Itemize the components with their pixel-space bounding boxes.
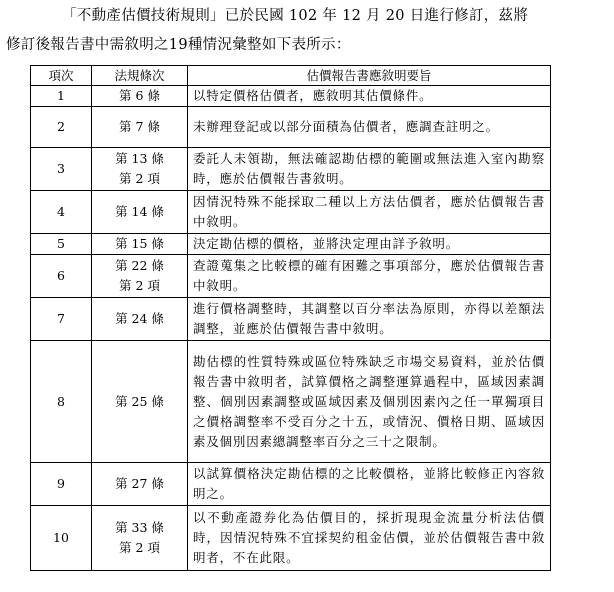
paragraph-text: 第 2 項 — [119, 278, 160, 293]
article-cell — [92, 107, 188, 148]
item-number: 3 — [31, 148, 92, 191]
table-row — [31, 506, 551, 571]
table-row — [31, 86, 551, 107]
table-header-row — [31, 66, 551, 86]
article-text: 第 7 條 — [119, 119, 160, 134]
article-cell — [92, 148, 188, 191]
intro-line-1: 「不動產估價技術規則」已於民國 102 年 12 月 20 日進行修訂，茲將 — [62, 8, 529, 24]
requirements-table — [30, 65, 551, 571]
paragraph-text: 第 2 項 — [119, 171, 160, 186]
table-row — [31, 341, 551, 463]
table-row — [31, 463, 551, 506]
description-cell: 以不動產證券化為估價目的，採折現現金流量分析法估價時，因情況特殊不宜採契約租金估價，並於估價報告書中敘明者，不在此限。 — [188, 506, 551, 571]
table-row — [31, 255, 551, 298]
description-cell: 因情況特殊不能採取二種以上方法估價者，應於估價報告書中敘明。 — [188, 191, 551, 234]
article-cell — [92, 341, 188, 463]
article-text: 第 15 條 — [115, 236, 164, 251]
article-cell — [92, 463, 188, 506]
description-cell: 進行價格調整時，其調整以百分率法為原則，亦得以差額法調整，並應於估價報告書中敘明。 — [188, 298, 551, 341]
header-article: 法規條次 — [92, 66, 188, 86]
intro-paragraph — [6, 2, 610, 60]
item-number: 4 — [31, 191, 92, 234]
paragraph-text: 第 2 項 — [119, 540, 160, 555]
description-cell: 未辦理登記或以部分面積為估價者，應調查註明之。 — [188, 107, 551, 148]
article-cell — [92, 255, 188, 298]
description-cell: 以試算價格決定勘估標的之比較價格，並將比較修正內容敘明之。 — [188, 463, 551, 506]
article-text: 第 24 條 — [115, 311, 164, 326]
article-text: 第 33 條 — [115, 520, 164, 535]
table-row — [31, 234, 551, 255]
article-text: 第 13 條 — [115, 151, 164, 166]
item-number: 10 — [31, 506, 92, 571]
description-cell: 決定勘估標的價格，並將決定理由詳予敘明。 — [188, 234, 551, 255]
item-number: 7 — [31, 298, 92, 341]
header-description: 估價報告書應敘明要旨 — [188, 66, 551, 86]
item-number: 5 — [31, 234, 92, 255]
item-number: 9 — [31, 463, 92, 506]
table-row — [31, 298, 551, 341]
description-cell: 勘估標的性質特殊或區位特殊缺乏市場交易資料，並於估價報告書中敘明者，試算價格之調整運算過程中，區域因素調整、個別因素調整或區域因素及個別因素內之任一單獨項目之價格調整率不受百分之十五，或情況、價格日期、區域因素及個別因素總調整率百分之三十之限制。 — [188, 341, 551, 463]
header-item-number: 項次 — [31, 66, 92, 86]
item-number: 8 — [31, 341, 92, 463]
article-cell — [92, 86, 188, 107]
table-row — [31, 148, 551, 191]
article-text: 第 6 條 — [119, 88, 160, 103]
article-text: 第 27 條 — [115, 476, 164, 491]
description-cell: 查證蒐集之比較標的確有困難之事項部分，應於估價報告書中敘明。 — [188, 255, 551, 298]
item-number: 6 — [31, 255, 92, 298]
description-cell: 委託人未領勘，無法確認勘估標的範圍或無法進入室內勘察時，應於估價報告書敘明。 — [188, 148, 551, 191]
article-cell — [92, 234, 188, 255]
article-text: 第 22 條 — [115, 258, 164, 273]
article-cell — [92, 191, 188, 234]
article-cell — [92, 506, 188, 571]
intro-line-2: 修訂後報告書中需敘明之19種情況彙整如下表所示： — [6, 37, 351, 53]
item-number: 1 — [31, 86, 92, 107]
table-row — [31, 191, 551, 234]
article-text: 第 14 條 — [115, 204, 164, 219]
table-row — [31, 107, 551, 148]
article-cell — [92, 298, 188, 341]
article-text: 第 25 條 — [115, 393, 164, 409]
description-cell: 以特定價格估價者，應敘明其估價條件。 — [188, 86, 551, 107]
item-number: 2 — [31, 107, 92, 148]
